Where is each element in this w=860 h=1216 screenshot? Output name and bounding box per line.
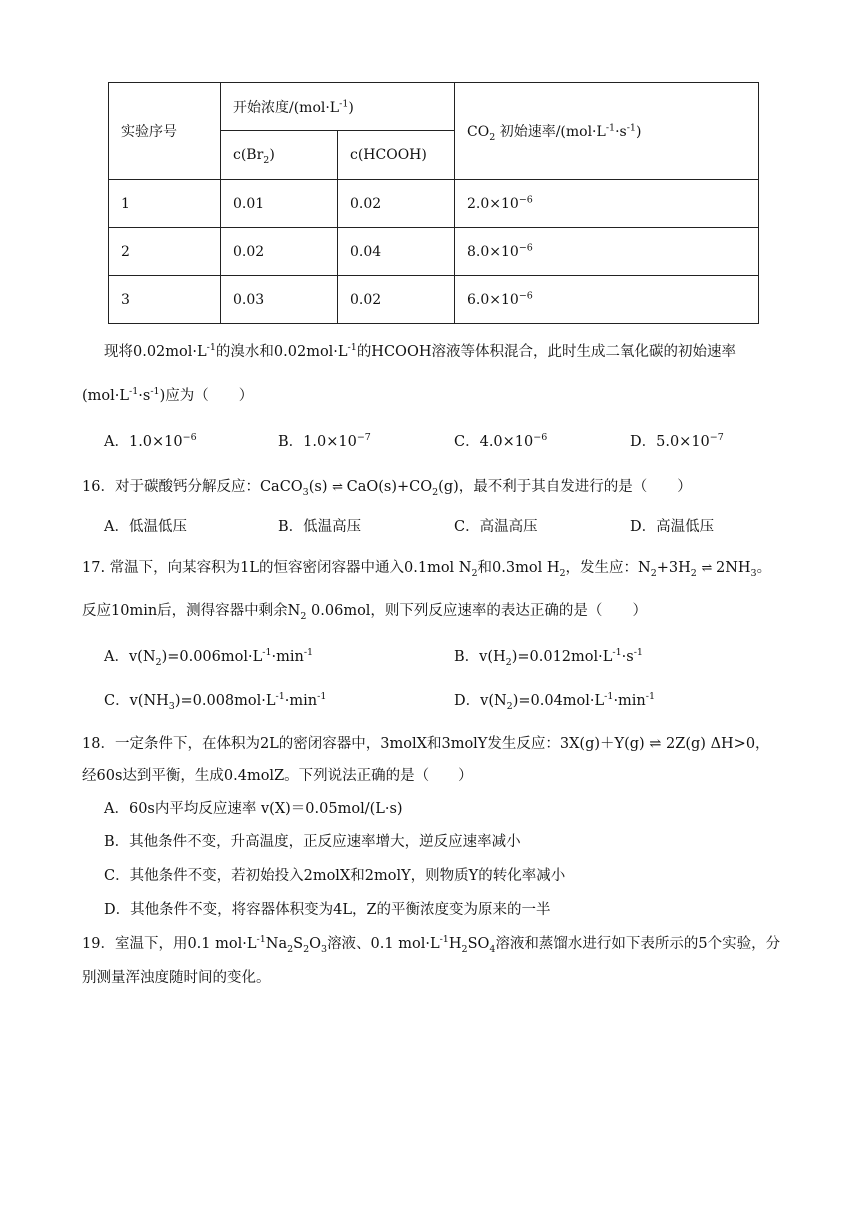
header-hcooh: c(HCOOH) [338,131,455,180]
q15-stem-line2: $(mol\cdot L^{-1}\cdot s^{-1})$应为（ ） [82,386,254,404]
q19-stem-line1: 19．室温下，用0.1 $mol\cdot L^{-1}Na_2S_2O_3$溶液、0.1 $mol\cdot L^{-1}H_2SO_4$溶液和蒸馏水进行如下表所示的5个实验，分 [82,934,781,955]
q17-stem-line2: 反应10min后，测得容器中剩余$N_2$ 0.06mol，则下列反应速率的表达正确的是（ ） [82,603,647,622]
header-co2-rate: $CO_2$ 初始速率$/(mol\cdot L^{-1}\cdot s^{-1})$ [455,83,759,180]
cell-rate: $6.0\times 10^{-6}$ [455,276,759,324]
cell-br2: 0.02 [221,228,338,276]
q17-option-b: B．$v(H_2)=0.012mol\cdot L^{-1}\cdot s^{-1}$ [454,647,643,668]
q16-option-d: D．高温低压 [630,519,715,535]
q15-option-c: C．$4.0\times 10^{-6}$ [454,432,548,450]
q16-stem: 16．对于碳酸钙分解反应：CaCO$_3$(s) ⇌ $CaO(s)+CO_2(g)$，最不利于其自发进行的是（ ） [82,479,692,498]
q16-option-b: B．低温高压 [278,519,362,535]
cell-rate: $8.0\times 10^{-6}$ [455,228,759,276]
cell-br2: 0.03 [221,276,338,324]
q18-stem-line1: 18．一定条件下，在体积为2L的密闭容器中，3molX和3molY发生反应：3X(g)＋Y(g) ⇌ 2Z(g) ΔH>0， [82,736,770,752]
cell-hcooh: 0.04 [338,228,455,276]
q15-option-a: A．$1.0\times 10^{-6}$ [104,432,197,450]
table-row [109,228,759,276]
header-seq: 实验序号 [109,83,221,180]
table-row [109,276,759,324]
header-br2: $c(Br_2)$ [221,131,338,180]
q15-option-d: D．$5.0\times 10^{-7}$ [630,432,724,450]
q17-option-a: A．$v(N_2)=0.006mol\cdot L^{-1}\cdot\min^{-1}$ [104,647,314,668]
header-initial-concentration: 开始浓度$/(mol\cdot L^{-1})$ [221,83,455,131]
q18-option-b: B．其他条件不变，升高温度，正反应速率增大，逆反应速率减小 [104,834,521,850]
cell-br2: 0.01 [221,180,338,228]
rate-data-table [108,82,759,324]
q18-option-d: D．其他条件不变，将容器体积变为4L，Z的平衡浓度变为原来的一半 [104,902,551,918]
cell-seq: 1 [109,180,221,228]
q18-option-a: A．60s内平均反应速率 v(X)＝0.05mol/(L·s) [104,801,403,817]
q16-option-a: A．低温低压 [104,519,187,535]
q17-stem-line1: 17. 常温下，向某容积为1L的恒容密闭容器中通入0.1mol $N_2$和0.3mol $H_2$，发生应：$N_2+3H_2$ ⇌ $2NH_3$。 [82,560,772,579]
q15-stem-line1: 现将$0.02mol\cdot L^{-1}$的溴水和$0.02mol\cdot L^{-1}$的HCOOH溶液等体积混合，此时生成二氧化碳的初始速率 [104,342,736,360]
cell-hcooh: 0.02 [338,180,455,228]
q17-option-c: C．$v(NH_3)=0.008mol\cdot L^{-1}\cdot\min^{-1}$ [104,691,327,712]
cell-seq: 3 [109,276,221,324]
q18-option-c: C．其他条件不变，若初始投入2molX和2molY，则物质Y的转化率减小 [104,868,566,884]
q18-stem-line2: 经60s达到平衡，生成0.4molZ。下列说法正确的是（ ） [82,768,473,784]
cell-hcooh: 0.02 [338,276,455,324]
table-row [109,180,759,228]
q17-option-d: D．$v(N_2)=0.04mol\cdot L^{-1}\cdot\min^{-1}$ [454,691,656,712]
q16-option-c: C．高温高压 [454,519,538,535]
q15-option-b: B．$1.0\times 10^{-7}$ [278,432,371,450]
q19-stem-line2: 别测量浑浊度随时间的变化。 [82,970,271,986]
cell-seq: 2 [109,228,221,276]
cell-rate: $2.0\times 10^{-6}$ [455,180,759,228]
